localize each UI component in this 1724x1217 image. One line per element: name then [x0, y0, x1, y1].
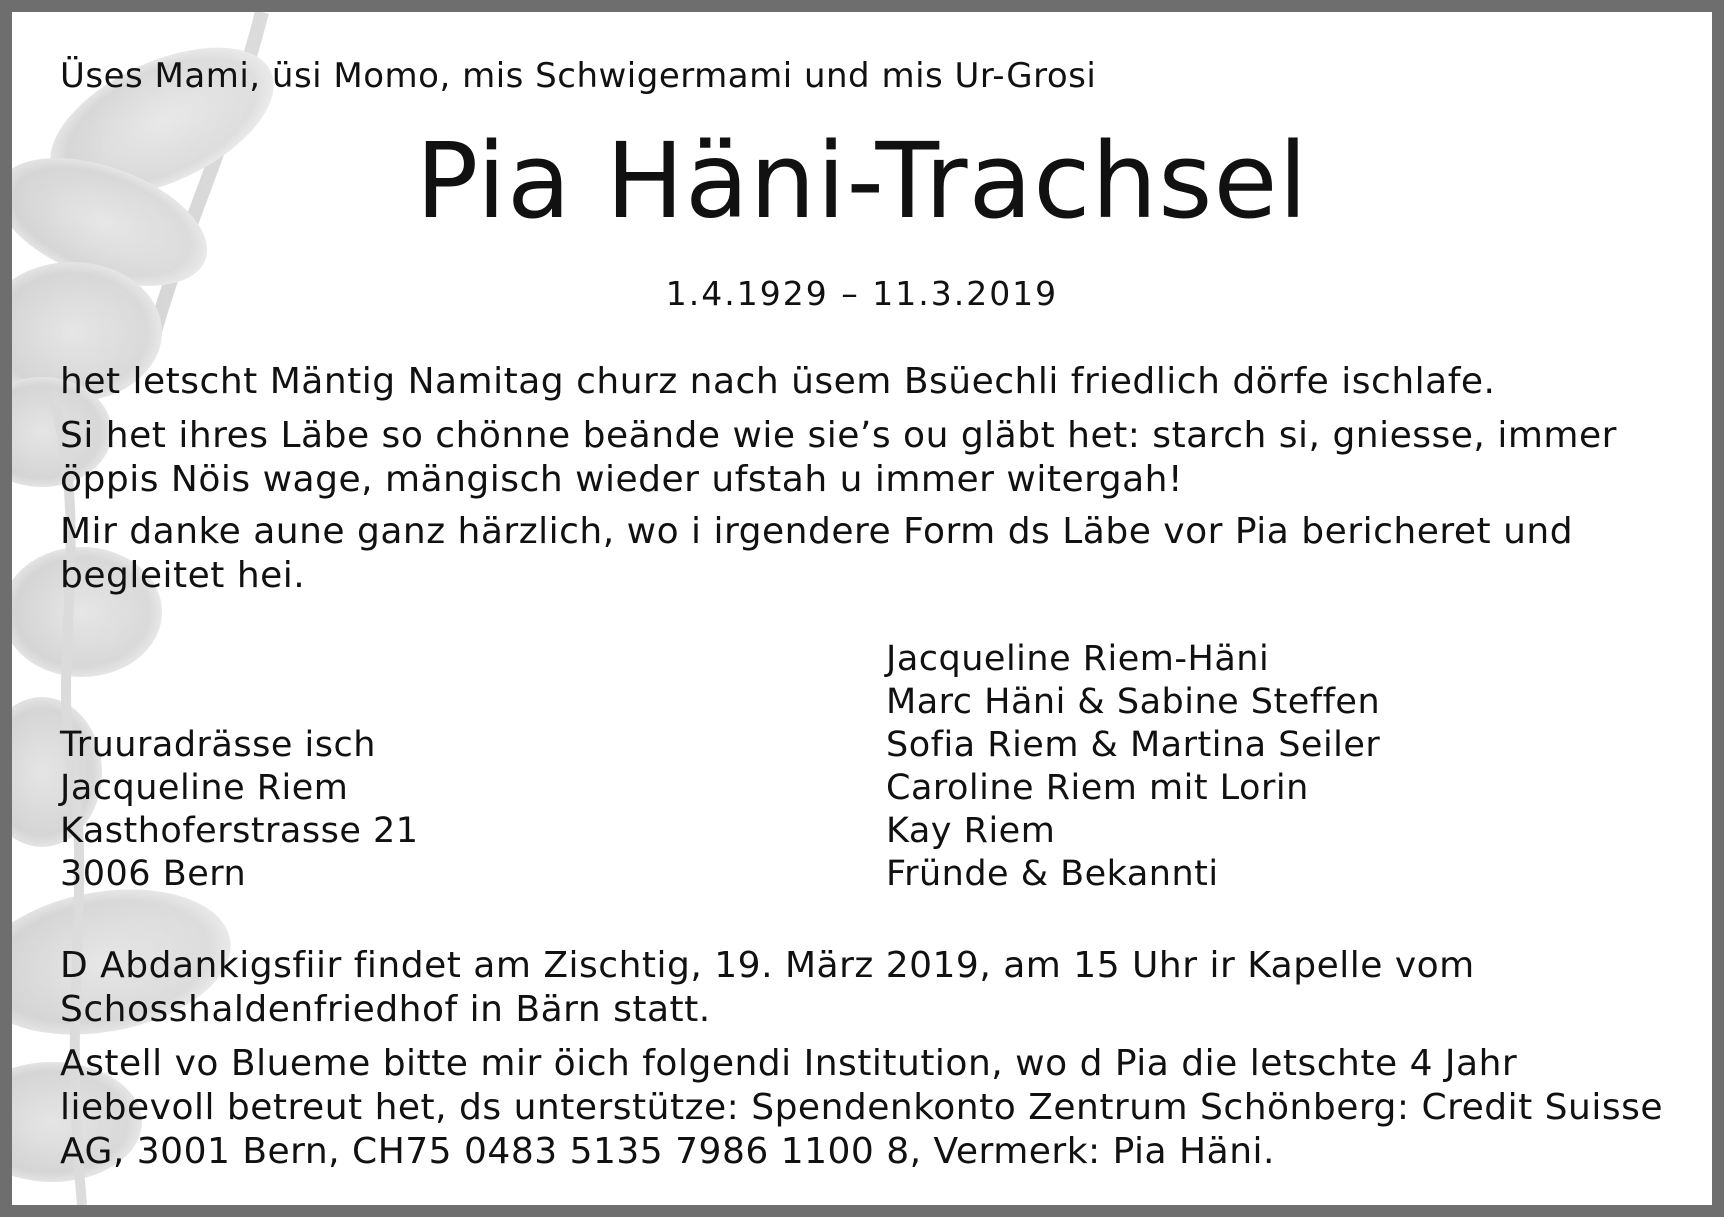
paragraph-funeral: D Abdankigsfiir findet am Zischtig, 19. März 2019, am 15 Uhr ir Kapelle vom Schosshaldenfriedhof in Bärn statt. — [60, 945, 1475, 1030]
family-member: Fründe & Bekannti — [886, 854, 1219, 894]
address-line: Jacqueline Riem — [60, 768, 349, 808]
paragraph-life: Si het ihres Läbe so chönne beände wie sie’s ou gläbt het: starch si, gniesse, immer öppis Nöis wage, mängisch wieder ufstah u immer witergah! — [60, 415, 1617, 500]
paragraph-passing: het letscht Mäntig Namitag churz nach üsem Bsüechli friedlich dörfe ischlafe. — [60, 361, 1496, 402]
obituary-card — [12, 12, 1712, 1205]
intro-line: Üses Mami, üsi Momo, mis Schwigermami und mis Ur-Grosi — [60, 56, 1097, 96]
address-line: 3006 Bern — [60, 854, 247, 894]
family-member: Jacqueline Riem-Häni — [886, 639, 1270, 679]
address-line: Truuradrässe isch — [60, 725, 376, 765]
family-list — [886, 638, 1380, 896]
life-dates: 1.4.1929 – 11.3.2019 — [665, 274, 1059, 313]
family-member: Marc Häni & Sabine Steffen — [886, 682, 1381, 722]
mourning-address — [60, 724, 419, 896]
address-line: Kasthoferstrasse 21 — [60, 811, 419, 851]
paragraph-thanks: Mir danke aune ganz härzlich, wo i irgendere Form ds Läbe vor Pia bericheret und begleitet hei. — [60, 511, 1574, 596]
family-member: Sofia Riem & Martina Seiler — [886, 725, 1381, 765]
paragraph-donation: Astell vo Blueme bitte mir öich folgendi Institution, wo d Pia die letschte 4 Jahr liebevoll betreut het, ds unterstütze: Spendenkonto Zentrum Schönberg: Credit Suisse AG, 3001 Bern, CH75 0483 5135 7986 1100 8, Vermerk: Pia Häni. — [60, 1043, 1663, 1172]
family-member: Caroline Riem mit Lorin — [886, 768, 1309, 808]
family-member: Kay Riem — [886, 811, 1056, 851]
deceased-name: Pia Häni-Trachsel — [415, 120, 1309, 242]
